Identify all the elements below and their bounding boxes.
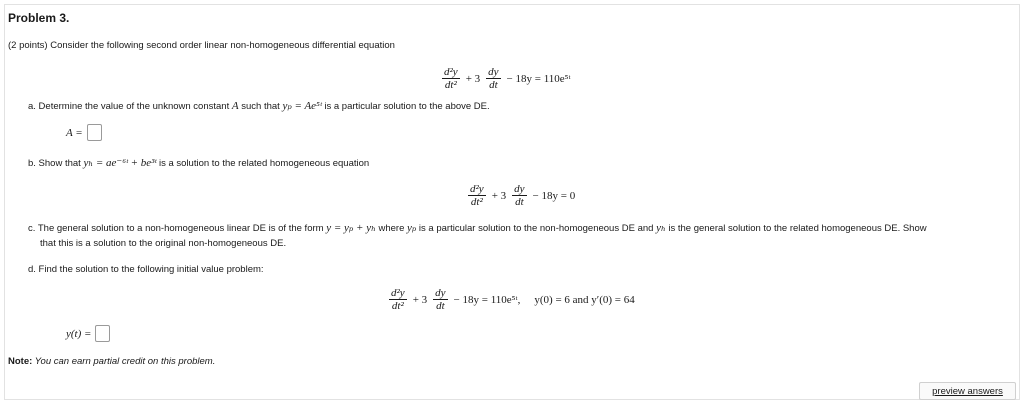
answer-d-input[interactable] (95, 325, 110, 342)
second-derivative-fraction: $\frac{\text{d²y}}{\text{dt²}}$ (444, 66, 458, 91)
part-d-text: d. Find the solution to the following initial value problem: (28, 264, 264, 275)
initial-conditions: y(0) = 6 and y′(0) = 64 (534, 293, 635, 306)
first-derivative-fraction: $\frac{dy}{dt}$ (488, 66, 499, 91)
part-b-text: b. Show that yₕ = ae⁻⁶ᵗ + be³ᵗ is a solution to the related homogeneous equation (28, 157, 370, 169)
part-c-line2: that this is a solution to the original non-homogeneous DE. (40, 238, 287, 249)
note-text: Note: You can earn partial credit on this problem. (8, 356, 216, 367)
answer-a-input[interactable] (87, 124, 102, 141)
answer-d-row: y(t) = (66, 325, 110, 342)
ivp-equation: $\frac{\text{d²y}}{\text{dt²}}$ + 3 $\frac{dy}{dt}$ − 18y = 110e⁵ᵗ, y(0) = 6 and y′(0) = 64 (391, 287, 635, 312)
preview-answers-button[interactable]: preview answers (919, 382, 1016, 400)
homogeneous-equation: $\frac{\text{d²y}}{\text{dt²}}$ + 3 $\frac{dy}{dt}$ − 18y = 0 (470, 183, 576, 208)
main-equation: $\frac{\text{d²y}}{\text{dt²}}$ + 3 $\frac{dy}{dt}$ − 18y = 110e⁵ᵗ (444, 66, 571, 91)
part-a-text: a. Determine the value of the unknown constant A such that yₚ = Ae⁵ᵗ is a particular solution to the above DE. (28, 100, 490, 112)
part-c-line1: c. The general solution to a non-homogeneous linear DE is of the form y = yₚ + yₕ where yₚ is a particular solution to the non-homogeneous DE and yₕ is the general solution to the related homogeneous DE. Show (28, 222, 927, 234)
answer-a-row: A = (66, 124, 102, 141)
problem-title: Problem 3. (8, 11, 70, 25)
problem-intro: (2 points) Consider the following second order linear non-homogeneous differential equation (8, 40, 395, 51)
